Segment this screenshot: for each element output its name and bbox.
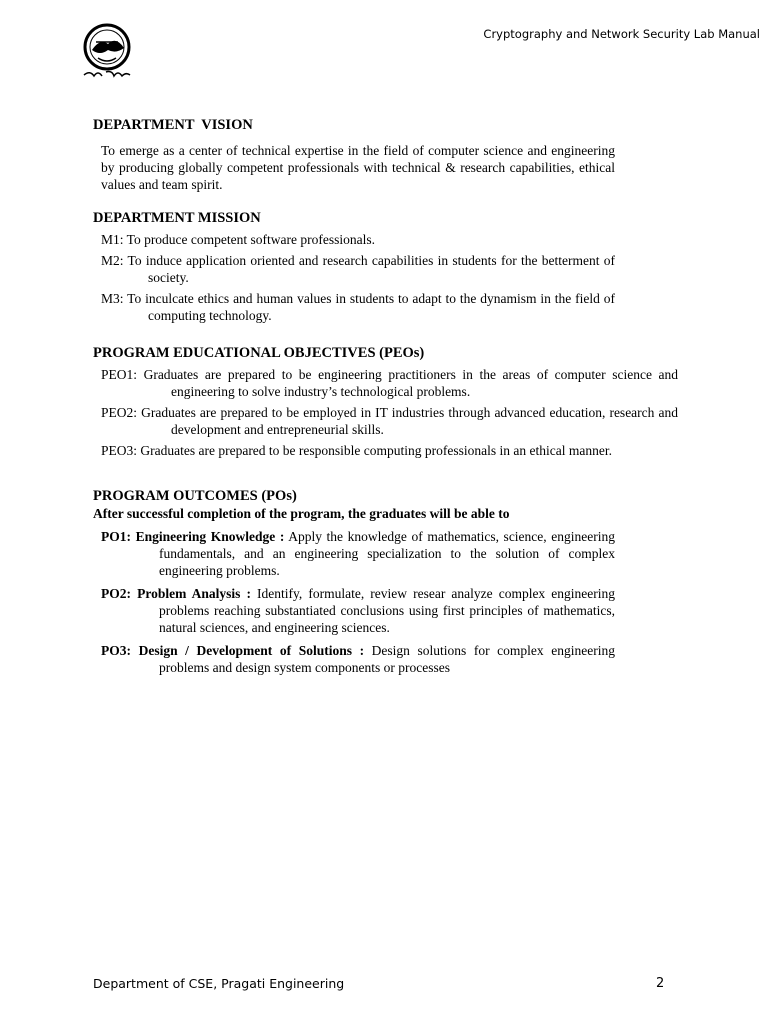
college-seal-icon	[78, 20, 136, 84]
footer-department: Department of CSE, Pragati Engineering	[93, 976, 345, 991]
peo-item: PEO3: Graduates are prepared to be responsible computing professionals in an ethical manner.	[101, 443, 612, 458]
po-label: PO3: Design / Development of Solutions :	[101, 643, 365, 658]
po-label: PO1: Engineering Knowledge :	[101, 529, 285, 544]
po-label: PO2: Problem Analysis :	[101, 586, 251, 601]
page-number: 2	[656, 976, 665, 991]
po-text: Identify, formulate, review resear analyze complex engineering problems reaching substantiated conclusions using first principles of mathematics, natural sciences, and engineering sciences.	[159, 586, 615, 635]
peo-section	[93, 344, 678, 459]
po-subheading: After successful completion of the program, the graduates will be able to	[93, 506, 510, 521]
po-text: Design solutions for complex engineering problems and design system components or processes	[159, 643, 615, 675]
mission-heading: DEPARTMENT MISSION	[93, 210, 261, 226]
po-text: Apply the knowledge of mathematics, science, engineering fundamentals, and an engineering specialization to the solution of complex engineering problems.	[159, 529, 615, 578]
vision-text: To emerge as a center of technical expertise in the field of computer science and engineering by producing globally competent professionals with technical & research capabilities, ethical values and team spirit.	[101, 143, 615, 192]
peo-heading: PROGRAM EDUCATIONAL OBJECTIVES (PEOs)	[93, 345, 425, 361]
po-section	[93, 487, 615, 676]
document-body	[93, 116, 678, 676]
mission-item: M2: To induce application oriented and research capabilities in students for the betterment of society.	[101, 253, 615, 285]
po-item	[101, 585, 615, 636]
header-title: Cryptography and Network Security Lab Manual	[483, 27, 760, 41]
po-item	[101, 528, 615, 579]
peo-item: PEO1: Graduates are prepared to be engineering practitioners in the areas of computer science and engineering to solve industry’s technological problems.	[101, 367, 678, 399]
mission-section	[93, 209, 615, 324]
vision-heading: DEPARTMENT VISION	[93, 117, 253, 133]
peo-item: PEO2: Graduates are prepared to be employed in IT industries through advanced education, research and development and entrepreneurial skills.	[101, 405, 678, 437]
mission-item: M1: To produce competent software professionals.	[101, 232, 375, 247]
mission-item: M3: To inculcate ethics and human values in students to adapt to the dynamism in the field of computing technology.	[101, 291, 615, 323]
po-heading: PROGRAM OUTCOMES (POs)	[93, 488, 297, 504]
po-item	[101, 642, 615, 676]
